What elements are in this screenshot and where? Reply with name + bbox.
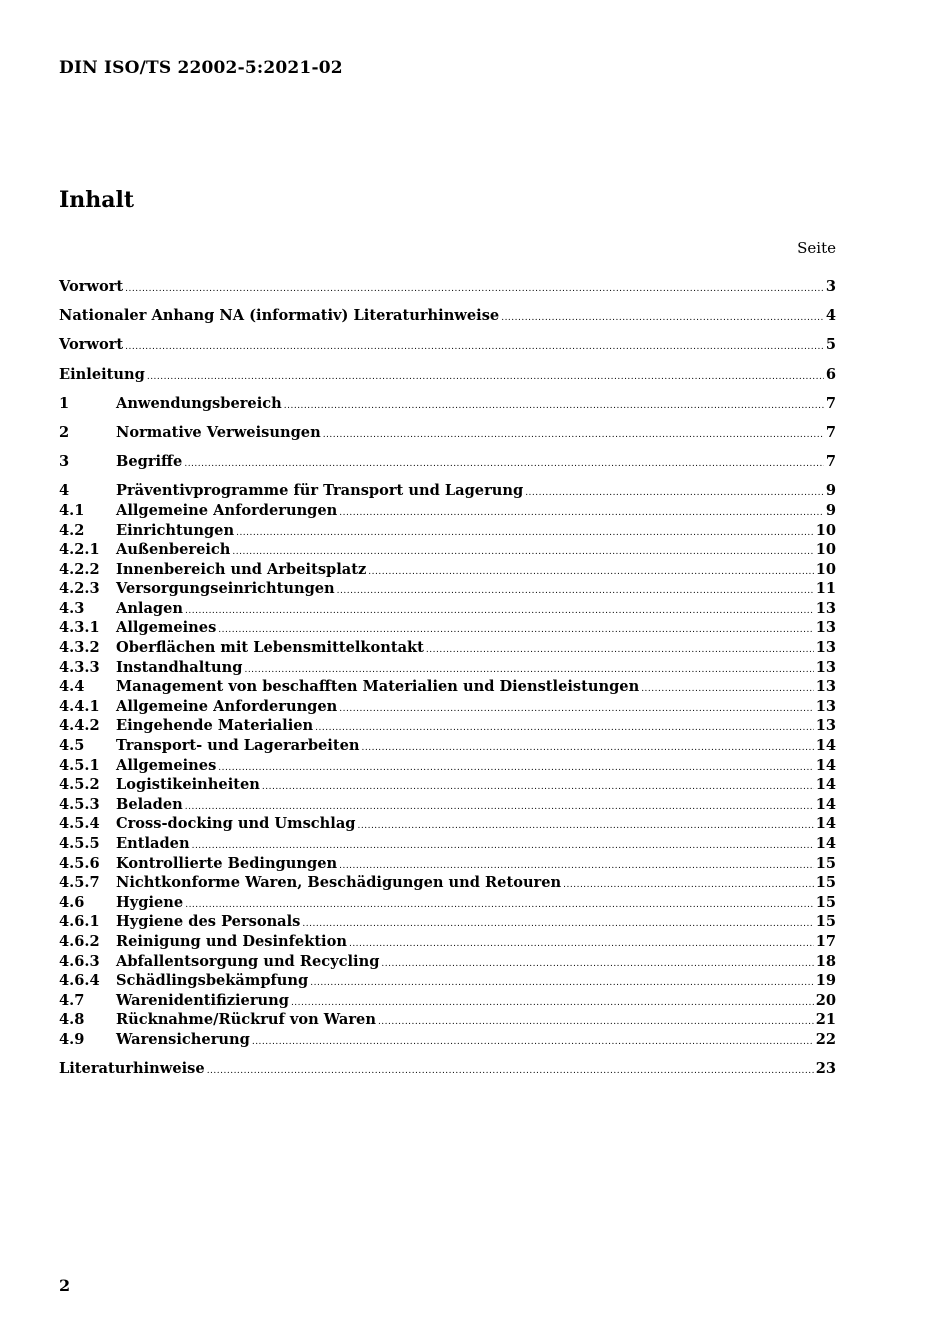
toc-entry-title: Hygiene des Personals: [116, 913, 301, 931]
toc-entry[interactable]: [59, 501, 836, 521]
toc-entry[interactable]: [59, 1030, 836, 1050]
toc-entry-number: 4.2.3: [59, 580, 100, 598]
toc-entry-page: 4: [825, 307, 836, 325]
dot-leader: [525, 484, 824, 503]
table-of-contents: [59, 277, 836, 1079]
toc-entry-page: 13: [815, 599, 836, 617]
dot-leader: [184, 455, 824, 474]
toc-entry-number: 4.5.6: [59, 854, 100, 872]
toc-entry[interactable]: [59, 481, 836, 501]
toc-entry-number: 4.3.1: [59, 619, 100, 637]
toc-entry-page: 10: [815, 521, 836, 539]
toc-entry-page: 15: [815, 854, 836, 872]
dot-leader: [310, 974, 813, 993]
toc-entry[interactable]: [59, 618, 836, 638]
toc-entry-number: 4.7: [59, 991, 85, 1009]
toc-entry-page: 21: [815, 1011, 836, 1029]
toc-entry-title: Innenbereich und Arbeitsplatz: [116, 560, 367, 578]
toc-entry[interactable]: [59, 452, 836, 472]
toc-entry-title: Anwendungsbereich: [116, 394, 282, 412]
toc-entry[interactable]: [59, 394, 836, 414]
toc-entry-title: Hygiene: [116, 893, 184, 911]
toc-entry-number: 4.6: [59, 893, 85, 911]
dot-leader: [368, 563, 813, 582]
dot-leader: [378, 1013, 814, 1032]
toc-entry-title: Management von beschafften Materialien und Dienstleistungen: [116, 678, 640, 696]
toc-entry[interactable]: [59, 932, 836, 952]
toc-entry-page: 15: [815, 913, 836, 931]
toc-entry-title: Präventivprogramme für Transport und Lagerung: [116, 482, 524, 500]
toc-entry-number: 4.6.2: [59, 932, 100, 950]
toc-entry-number: 4.9: [59, 1030, 85, 1048]
toc-entry[interactable]: [59, 599, 836, 619]
toc-entry[interactable]: [59, 991, 836, 1011]
toc-entry-number: 4.3.3: [59, 658, 100, 676]
dot-leader: [362, 739, 814, 758]
dot-leader: [339, 504, 824, 523]
dot-leader: [501, 309, 824, 328]
page-title: Inhalt: [59, 187, 135, 213]
toc-entry[interactable]: [59, 1010, 836, 1030]
toc-entry[interactable]: [59, 834, 836, 854]
dot-leader: [641, 680, 814, 699]
dot-leader: [302, 915, 813, 934]
toc-entry-page: 11: [815, 580, 836, 598]
toc-entry-number: 4.2: [59, 521, 85, 539]
toc-entry[interactable]: [59, 756, 836, 776]
toc-entry[interactable]: [59, 971, 836, 991]
toc-entry-page: 19: [815, 972, 836, 990]
dot-leader: [284, 397, 824, 416]
toc-entry-title: Beladen: [116, 795, 183, 813]
toc-entry-title: Einrichtungen: [116, 521, 235, 539]
dot-leader: [236, 524, 814, 543]
page-number-footer: 2: [59, 1276, 71, 1295]
toc-entry-number: 4.2.2: [59, 560, 100, 578]
toc-entry-number: 4: [59, 482, 70, 500]
toc-entry[interactable]: [59, 697, 836, 717]
toc-entry-page: 14: [815, 815, 836, 833]
dot-leader: [252, 1033, 814, 1052]
toc-entry-number: 4.5: [59, 737, 85, 755]
toc-entry-title: Entladen: [116, 835, 190, 852]
toc-entry-page: 17: [815, 932, 836, 950]
toc-entry-page: 13: [815, 678, 836, 696]
toc-entry-title: Nationaler Anhang NA (informativ) Literaturhinweise: [59, 307, 500, 325]
dot-leader: [339, 700, 813, 719]
toc-entry[interactable]: [59, 893, 836, 913]
toc-entry-page: 9: [825, 501, 836, 519]
toc-entry-title: Cross-docking und Umschlag: [116, 815, 356, 833]
toc-entry-page: 7: [825, 423, 836, 441]
toc-entry-page: 14: [815, 776, 836, 794]
toc-entry[interactable]: [59, 540, 836, 560]
toc-entry[interactable]: [59, 677, 836, 697]
toc-entry-number: 4.3: [59, 599, 85, 617]
toc-entry[interactable]: [59, 365, 836, 385]
toc-entry-page: 5: [825, 336, 836, 354]
toc-entry[interactable]: [59, 912, 836, 932]
toc-entry-title: Normative Verweisungen: [116, 423, 321, 441]
toc-entry[interactable]: [59, 306, 836, 326]
toc-entry-title: Begriffe: [116, 453, 183, 471]
toc-entry-number: 3: [59, 453, 70, 471]
toc-entry[interactable]: [59, 1059, 836, 1079]
toc-entry-number: 4.5.5: [59, 835, 100, 852]
toc-entry-title: Allgemeines: [116, 619, 217, 637]
toc-entry-title: Allgemeines: [116, 756, 217, 774]
dot-leader: [426, 641, 814, 660]
toc-entry-number: 4.3.2: [59, 639, 100, 657]
toc-entry-page: 10: [815, 541, 836, 559]
toc-entry[interactable]: [59, 638, 836, 658]
toc-entry-title: Außenbereich: [116, 541, 231, 559]
dot-leader: [185, 602, 814, 621]
toc-entry-page: 14: [815, 795, 836, 813]
dot-leader: [323, 426, 824, 445]
toc-entry[interactable]: [59, 277, 836, 297]
toc-entry[interactable]: [59, 423, 836, 443]
toc-entry-number: 4.2.1: [59, 541, 100, 559]
dot-leader: [563, 876, 814, 895]
document-id-header: DIN ISO/TS 22002-5:2021-02: [59, 58, 343, 78]
dot-leader: [315, 719, 814, 738]
toc-entry-title: Kontrollierte Bedingungen: [116, 854, 338, 872]
toc-entry-title: Instandhaltung: [116, 658, 243, 676]
toc-entry-number: 4.8: [59, 1011, 85, 1029]
toc-entry-number: 2: [59, 423, 70, 441]
toc-entry-title: Vorwort: [59, 336, 124, 354]
toc-entry-number: 4.4: [59, 678, 85, 696]
toc-entry-page: 18: [815, 952, 836, 970]
toc-entry-page: 15: [815, 893, 836, 911]
toc-entry-title: Rücknahme/Rückruf von Waren: [116, 1011, 376, 1029]
toc-entry-number: 4.6.4: [59, 972, 100, 990]
dot-leader: [207, 1062, 814, 1081]
dot-leader: [349, 935, 814, 954]
toc-entry-title: Transport- und Lagerarbeiten: [116, 737, 360, 755]
toc-entry-title: Reinigung und Desinfektion: [116, 932, 347, 950]
toc-entry-page: 13: [815, 717, 836, 735]
toc-entry-title: Warensicherung: [116, 1030, 250, 1048]
toc-entry[interactable]: [59, 560, 836, 580]
toc-entry[interactable]: [59, 335, 836, 355]
toc-entry-page: 14: [815, 737, 836, 755]
toc-entry[interactable]: [59, 716, 836, 736]
toc-entry-page: 15: [815, 874, 836, 892]
toc-entry-title: Einleitung: [59, 365, 145, 383]
dot-leader: [358, 817, 814, 836]
toc-entry[interactable]: [59, 736, 836, 756]
dot-leader: [125, 280, 824, 299]
dot-leader: [262, 778, 814, 797]
toc-entry[interactable]: [59, 795, 836, 815]
dot-leader: [381, 955, 813, 974]
toc-entry-title: Schädlingsbekämpfung: [116, 972, 309, 990]
toc-entry-title: Oberflächen mit Lebensmittelkontakt: [116, 639, 424, 657]
toc-entry[interactable]: [59, 521, 836, 541]
toc-entry-title: Allgemeine Anforderungen: [116, 501, 338, 519]
toc-entry-page: 13: [815, 619, 836, 637]
toc-entry-page: 7: [825, 394, 836, 412]
toc-entry[interactable]: [59, 579, 836, 599]
toc-entry-page: 9: [825, 482, 836, 500]
toc-entry-number: 4.5.2: [59, 776, 100, 794]
toc-entry-number: 4.6.1: [59, 913, 100, 931]
toc-entry-page: 3: [825, 278, 836, 295]
toc-entry-number: 4.4.2: [59, 717, 100, 735]
toc-entry-number: 1: [59, 394, 70, 412]
toc-entry-title: Vorwort: [59, 278, 124, 295]
toc-entry-page: 7: [825, 453, 836, 471]
toc-entry-title: Eingehende Materialien: [116, 717, 314, 735]
toc-entry[interactable]: [59, 952, 836, 972]
toc-entry-title: Warenidentifizierung: [116, 991, 289, 1009]
toc-entry-number: 4.5.3: [59, 795, 100, 813]
toc-entry[interactable]: [59, 854, 836, 874]
toc-entry-title: Versorgungseinrichtungen: [116, 580, 335, 598]
toc-entry-page: 10: [815, 560, 836, 578]
dot-leader: [337, 582, 814, 601]
toc-entry-number: 4.1: [59, 501, 85, 519]
toc-entry-title: Anlagen: [116, 599, 184, 617]
page-column-label: Seite: [797, 239, 836, 257]
toc-entry-page: 20: [815, 991, 836, 1009]
dot-leader: [147, 368, 824, 387]
toc-entry-title: Nichtkonforme Waren, Beschädigungen und Retouren: [116, 874, 562, 892]
toc-entry-number: 4.6.3: [59, 952, 100, 970]
toc-entry-title: Allgemeine Anforderungen: [116, 697, 338, 715]
toc-entry[interactable]: [59, 658, 836, 678]
toc-entry-page: 13: [815, 639, 836, 657]
toc-entry-page: 13: [815, 658, 836, 676]
toc-entry-number: 4.5.1: [59, 756, 100, 774]
toc-entry-number: 4.5.4: [59, 815, 100, 833]
toc-entry-page: 14: [815, 756, 836, 774]
dot-leader: [125, 338, 824, 357]
toc-entry[interactable]: [59, 873, 836, 893]
dot-leader: [218, 759, 813, 778]
toc-entry-page: 14: [815, 835, 836, 852]
toc-entry[interactable]: [59, 814, 836, 834]
toc-entry[interactable]: [59, 775, 836, 795]
toc-entry-page: 23: [815, 1060, 836, 1078]
toc-entry-title: Abfallentsorgung und Recycling: [116, 952, 380, 970]
toc-entry-page: 22: [815, 1030, 836, 1048]
toc-entry-title: Logistikeinheiten: [116, 776, 260, 794]
toc-entry-page: 13: [815, 697, 836, 715]
toc-entry-number: 4.5.7: [59, 874, 100, 892]
toc-entry-page: 6: [825, 365, 836, 383]
toc-entry-title: Literaturhinweise: [59, 1060, 205, 1078]
toc-entry-number: 4.4.1: [59, 697, 100, 715]
